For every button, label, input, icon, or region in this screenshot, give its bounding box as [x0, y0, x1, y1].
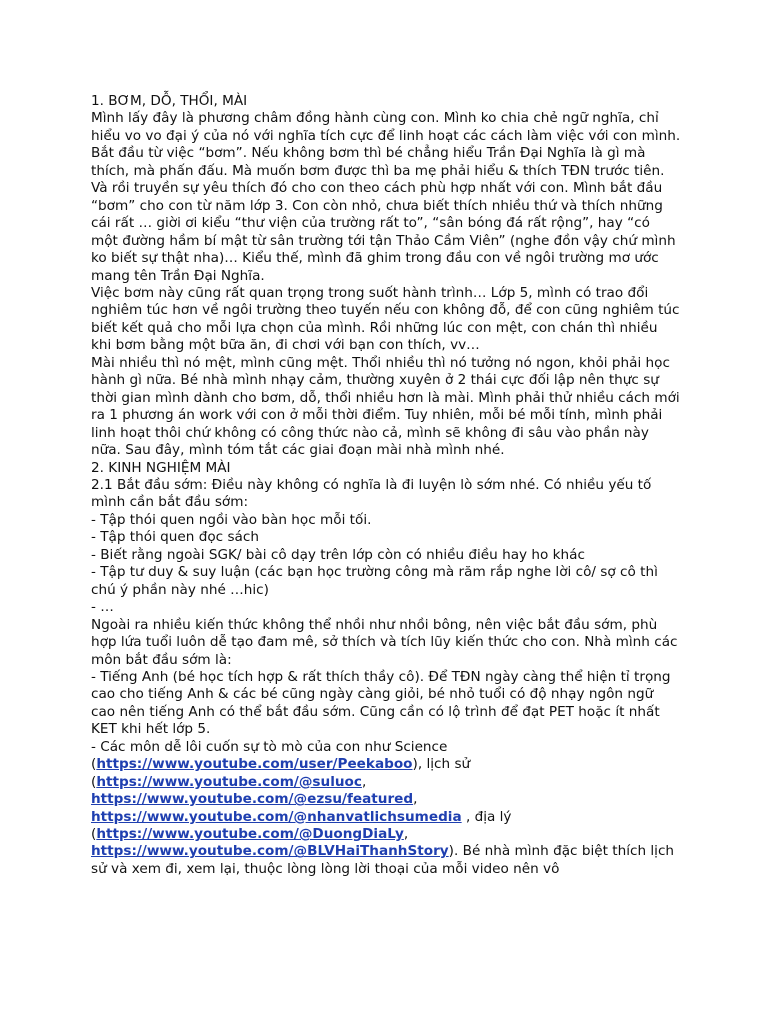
link-duongdialy[interactable]: https://www.youtube.com/@DuongDiaLy	[96, 826, 404, 843]
english-paragraph: - Tiếng Anh (bé học tích hợp & rất thích thầy cô). Để TĐN ngày càng thể hiện tỉ trọng cao cho tiếng Anh & các bé cũng ngày càng giỏi, bé nhỏ tuổi có độ nhạy ngôn ngữ cao nên tiếng Anh có thể bắt đầu sớm. Cũng cần có lộ trình để đạt PET hoặc ít nhất KET khi hết lớp 5.	[91, 668, 671, 738]
paren-text: (	[91, 756, 97, 773]
paren-text: (	[91, 826, 97, 843]
list-item: - Tập tư duy & suy luận (các bạn học trường công mà răm rắp nghe lời cô/ sợ cô thì chú ý phần này nhé …hic)	[91, 564, 658, 598]
subsection-paragraph: 2.1 Bắt đầu sớm: Điều này không có nghĩa là đi luyện lò sớm nhé. Có nhiều yếu tố mình cần bắt đầu sớm:	[91, 476, 652, 511]
paren-text: (	[91, 773, 97, 790]
list-item: - …	[91, 599, 114, 616]
curiosity-paragraph	[91, 739, 681, 879]
list-item: - Tập thói quen ngồi vào bàn học mỗi tối.	[91, 511, 372, 528]
link-nhanvatlichsumedia[interactable]: https://www.youtube.com/@nhanvatlichsumedia	[91, 808, 462, 825]
tail-text: ). Bé nhà mình đặc biệt thích lịch sử và xem đi, xem lại, thuộc lòng lòng lời thoại của mỗi video nên vô	[91, 843, 675, 877]
comma-text: ,	[413, 791, 418, 808]
geography-text: , địa lý	[461, 808, 512, 825]
comma-text: ,	[361, 773, 367, 790]
list-item: - Biết rằng ngoài SGK/ bài cô dạy trên lớp còn có nhiều điều hay ho khác	[91, 546, 585, 563]
coax-paragraph: Việc bơm này cũng rất quan trọng trong suốt hành trình… Lớp 5, mình có trao đổi nghiêm túc hơn về ngôi trường theo tuyến nếu con không đỗ, để con cũng nghiêm túc biết kết quả cho mỗi lựa chọn của mình. Rồi những lúc con mệt, con chán thì nhiều khi bơm bằng một bữa ăn, đi chơi với bạn con thích, vv…	[91, 284, 680, 354]
intro-paragraph: Mình lấy đây là phương châm đồng hành cùng con. Mình ko chia chẻ ngữ nghĩa, chỉ hiểu vo vo đại ý của nó với nghĩa tích cực để linh hoạt các cách làm việc với con mình.	[91, 110, 681, 144]
document-body	[91, 93, 681, 878]
grind-paragraph: Mài nhiều thì nó mệt, mình cũng mệt. Thổi nhiều thì nó tưởng nó ngon, khỏi phải học hành gì nữa. Bé nhà mình nhạy cảm, thường xuyên ở 2 thái cực đối lập nên thực sự thời gian mình dành cho bơm, dỗ, thổi nhiều hơn là mài. Mình phải thử nhiều cách mới ra 1 phương án work với con ở mỗi thời điểm. Tuy nhiên, mỗi bé mỗi tính, mình phải linh hoạt thôi chứ không có công thức nào cả, mình sẽ không đi sâu vào phần này nữa. Sau đây, mình tóm tắt các giai đoạn mài nhà mình nhé.	[91, 354, 680, 459]
comma-text: ,	[403, 826, 409, 843]
list-item: - Tập thói quen đọc sách	[91, 529, 259, 546]
link-suluoc[interactable]: https://www.youtube.com/@suluoc	[96, 773, 362, 790]
pump-paragraph: Bắt đầu từ việc “bơm”. Nếu không bơm thì bé chẳng hiểu Trần Đại Nghĩa là gì mà thích, mà phấn đấu. Mà muốn bơm được thì ba mẹ phải hiểu & thích TĐN trước tiên. Và rồi truyền sự yêu thích đó cho con theo cách phù hợp nhất với con. Mình bắt đầu “bơm” cho con từ năm lớp 3. Con còn nhỏ, chưa biết thích nhiều thứ và thích những cái rất … giời ơi kiểu “thư viện của trường rất to”, “sân bóng đá rất rộng”, hay “có một đường hầm bí mật từ sân trường tới tận Thảo Cầm Viên” (nghe đồn vậy chứ mình ko biết sự thật nha)… Kiểu thế, mình đã ghim trong đầu con về ngôi trường mơ ước mang tên Trần Đại Nghĩa.	[91, 145, 676, 284]
section-heading: 1. BƠM, DỖ, THỔI, MÀI	[91, 93, 248, 109]
knowledge-paragraph: Ngoài ra nhiều kiến thức không thể nhồi như nhồi bông, nên việc bắt đầu sớm, phù hợp lứa tuổi luôn dễ tạo đam mê, sở thích và tích lũy kiến thức cho con. Nhà mình các môn bắt đầu sớm là:	[91, 616, 678, 668]
history-text: ), lịch sử	[412, 756, 471, 773]
link-peekaboo[interactable]: https://www.youtube.com/user/Peekaboo	[96, 756, 413, 773]
section-heading: 2. KINH NGHIỆM MÀI	[91, 459, 231, 476]
link-ezsu[interactable]: https://www.youtube.com/@ezsu/featured	[91, 791, 414, 808]
link-blvhaithanhstory[interactable]: https://www.youtube.com/@BLVHaiThanhStory	[91, 843, 449, 860]
curiosity-lead-text: - Các môn dễ lôi cuốn sự tò mò của con như Science	[91, 738, 448, 755]
